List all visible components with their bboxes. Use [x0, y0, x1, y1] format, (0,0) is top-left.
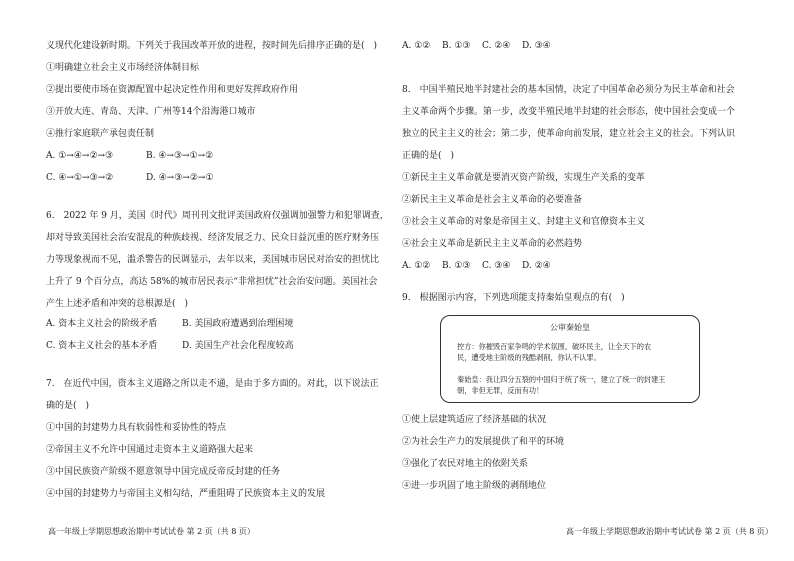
defense-line-1: 秦始皇：我让四分五裂的中国归于统了统一，建立了统一的封建王 — [457, 375, 666, 384]
q8-stem-line-1: 8. 中国半殖民地半封建社会的基本国情，决定了中国革命必须分为民主革命和社会 — [402, 85, 735, 95]
q6-stem-line-2: 却对导致美国社会治安混乱的种族歧视、经济发展乏力、民众日益沉重的医疗财务压 — [46, 233, 380, 243]
q8-item-3: ③社会主义革命的对象是帝国主义、封建主义和官僚资本主义 — [402, 217, 646, 227]
q9-item-2: ②为社会生产力的发展提供了和平的环境 — [402, 437, 565, 447]
q8-item-4: ④社会主义革命是新民主主义革命的必然趋势 — [402, 239, 583, 249]
q7-option-c[interactable]: C. ②④ — [482, 41, 511, 51]
q7-option-a[interactable]: A. ①② — [402, 41, 431, 51]
q6-option-b[interactable]: B. 美国政府遭遇到治理困境 — [182, 319, 294, 329]
q5-item-2: ②提出要使市场在资源配置中起决定性作用和更好发挥政府作用 — [46, 85, 299, 95]
q9-item-3: ③强化了农民对地主的依附关系 — [402, 459, 529, 469]
q5-option-b[interactable]: B. ④→③→①→② — [146, 151, 214, 161]
q7-item-2: ②帝国主义不允许中国通过走资本主义道路强大起来 — [46, 445, 254, 455]
q9-stem: 9. 根据图示内容，下列选项能支持秦始皇观点的有( ) — [402, 293, 625, 303]
defense-line-2: 朝，非但无罪，反而有功！ — [457, 386, 544, 395]
q7-option-b[interactable]: B. ①③ — [442, 41, 471, 51]
q8-option-b[interactable]: B. ①③ — [442, 261, 471, 271]
question-5-stem: 义现代化建设新时期。下列关于我国改革开放的进程，按时间先后排序正确的是( ) — [46, 41, 378, 51]
q8-stem-line-3: 独立的民主主义的社会；第二步，使革命向前发展，建立社会主义的社会。下列认识 — [402, 129, 736, 139]
q7-stem-line-2: 确的是( ) — [46, 401, 90, 411]
q8-stem-line-4: 正确的是( ) — [402, 151, 455, 161]
q7-item-1: ①中国的封建势力具有软弱性和妥协性的特点 — [46, 423, 227, 433]
q6-stem-line-1: 6. 2022 年 9 月，美国《时代》周刊刊文批评美国政府仅强调加强警力和犯罪调查， — [46, 211, 389, 221]
q5-item-1: ①明确建立社会主义市场经济体制目标 — [46, 63, 200, 73]
q5-item-4: ④推行家庭联产承包责任制 — [46, 129, 155, 139]
q6-stem-line-3: 力等现象视而不见，滥杀警告的民调显示，去年以来，美国城市居民对治安的担忧比 — [46, 255, 380, 265]
q5-option-d[interactable]: D. ④→③→②→① — [146, 173, 214, 183]
footer-right: 高一年级上学期思想政治期中考试试卷 第 2 页（共 8 页） — [566, 527, 773, 536]
q6-stem-line-4: 上升了 9 个百分点，高达 58%的城市居民表示“非常担忧”社会治安问题。美国社会 — [46, 277, 378, 287]
q5-option-a[interactable]: A. ①→④→②→③ — [46, 151, 114, 161]
q7-stem-line-1: 7. 在近代中国，资本主义道路之所以走不通，是由于多方面的。对此，以下说法正 — [46, 379, 379, 389]
prosecution-line-1: 控方：你摧毁百家争鸣的学术氛围，破坏民主，让全天下的农 — [457, 342, 652, 351]
q7-item-3: ③中国民族资产阶级不愿意领导中国完成反帝反封建的任务 — [46, 467, 281, 477]
q7-option-d[interactable]: D. ③④ — [522, 41, 551, 51]
q5-option-c[interactable]: C. ④→①→③→② — [46, 173, 114, 183]
trial-scenario-box — [440, 315, 700, 403]
trial-title: 公审秦始皇 — [550, 323, 590, 332]
q8-item-1: ①新民主主义革命就是要消灭资产阶级，实现生产关系的变革 — [402, 173, 646, 183]
q5-item-3: ③开放大连、青岛、天津、广州等14个沿海港口城市 — [46, 107, 256, 117]
prosecution-line-2: 民，遭受地主阶级的残酷剥削，你认不认罪。 — [457, 353, 601, 362]
q9-item-1: ①使上层建筑适应了经济基础的状况 — [402, 415, 547, 425]
q8-stem-line-2: 主义革命两个步骤。第一步，改变半殖民地半封建的社会形态，使中国社会变成一个 — [402, 107, 736, 117]
footer-left: 高一年级上学期思想政治期中考试试卷 第 2 页（共 8 页） — [48, 527, 255, 536]
q8-option-c[interactable]: C. ③④ — [482, 261, 511, 271]
q6-option-c[interactable]: C. 资本主义社会的基本矛盾 — [46, 341, 158, 351]
q6-stem-line-5: 产生上述矛盾和冲突的总根源是( ) — [46, 299, 189, 309]
q8-item-2: ②新民主主义革命是社会主义革命的必要准备 — [402, 195, 583, 205]
q6-option-a[interactable]: A. 资本主义社会的阶级矛盾 — [46, 319, 158, 329]
q8-option-d[interactable]: D. ②④ — [522, 261, 551, 271]
q9-item-4: ④进一步巩固了地主阶级的剥削地位 — [402, 481, 547, 491]
q6-option-d[interactable]: D. 美国生产社会化程度较高 — [182, 341, 294, 351]
q8-option-a[interactable]: A. ①② — [402, 261, 431, 271]
q7-item-4: ④中国的封建势力与帝国主义相勾结，严重阻碍了民族资本主义的发展 — [46, 489, 326, 499]
